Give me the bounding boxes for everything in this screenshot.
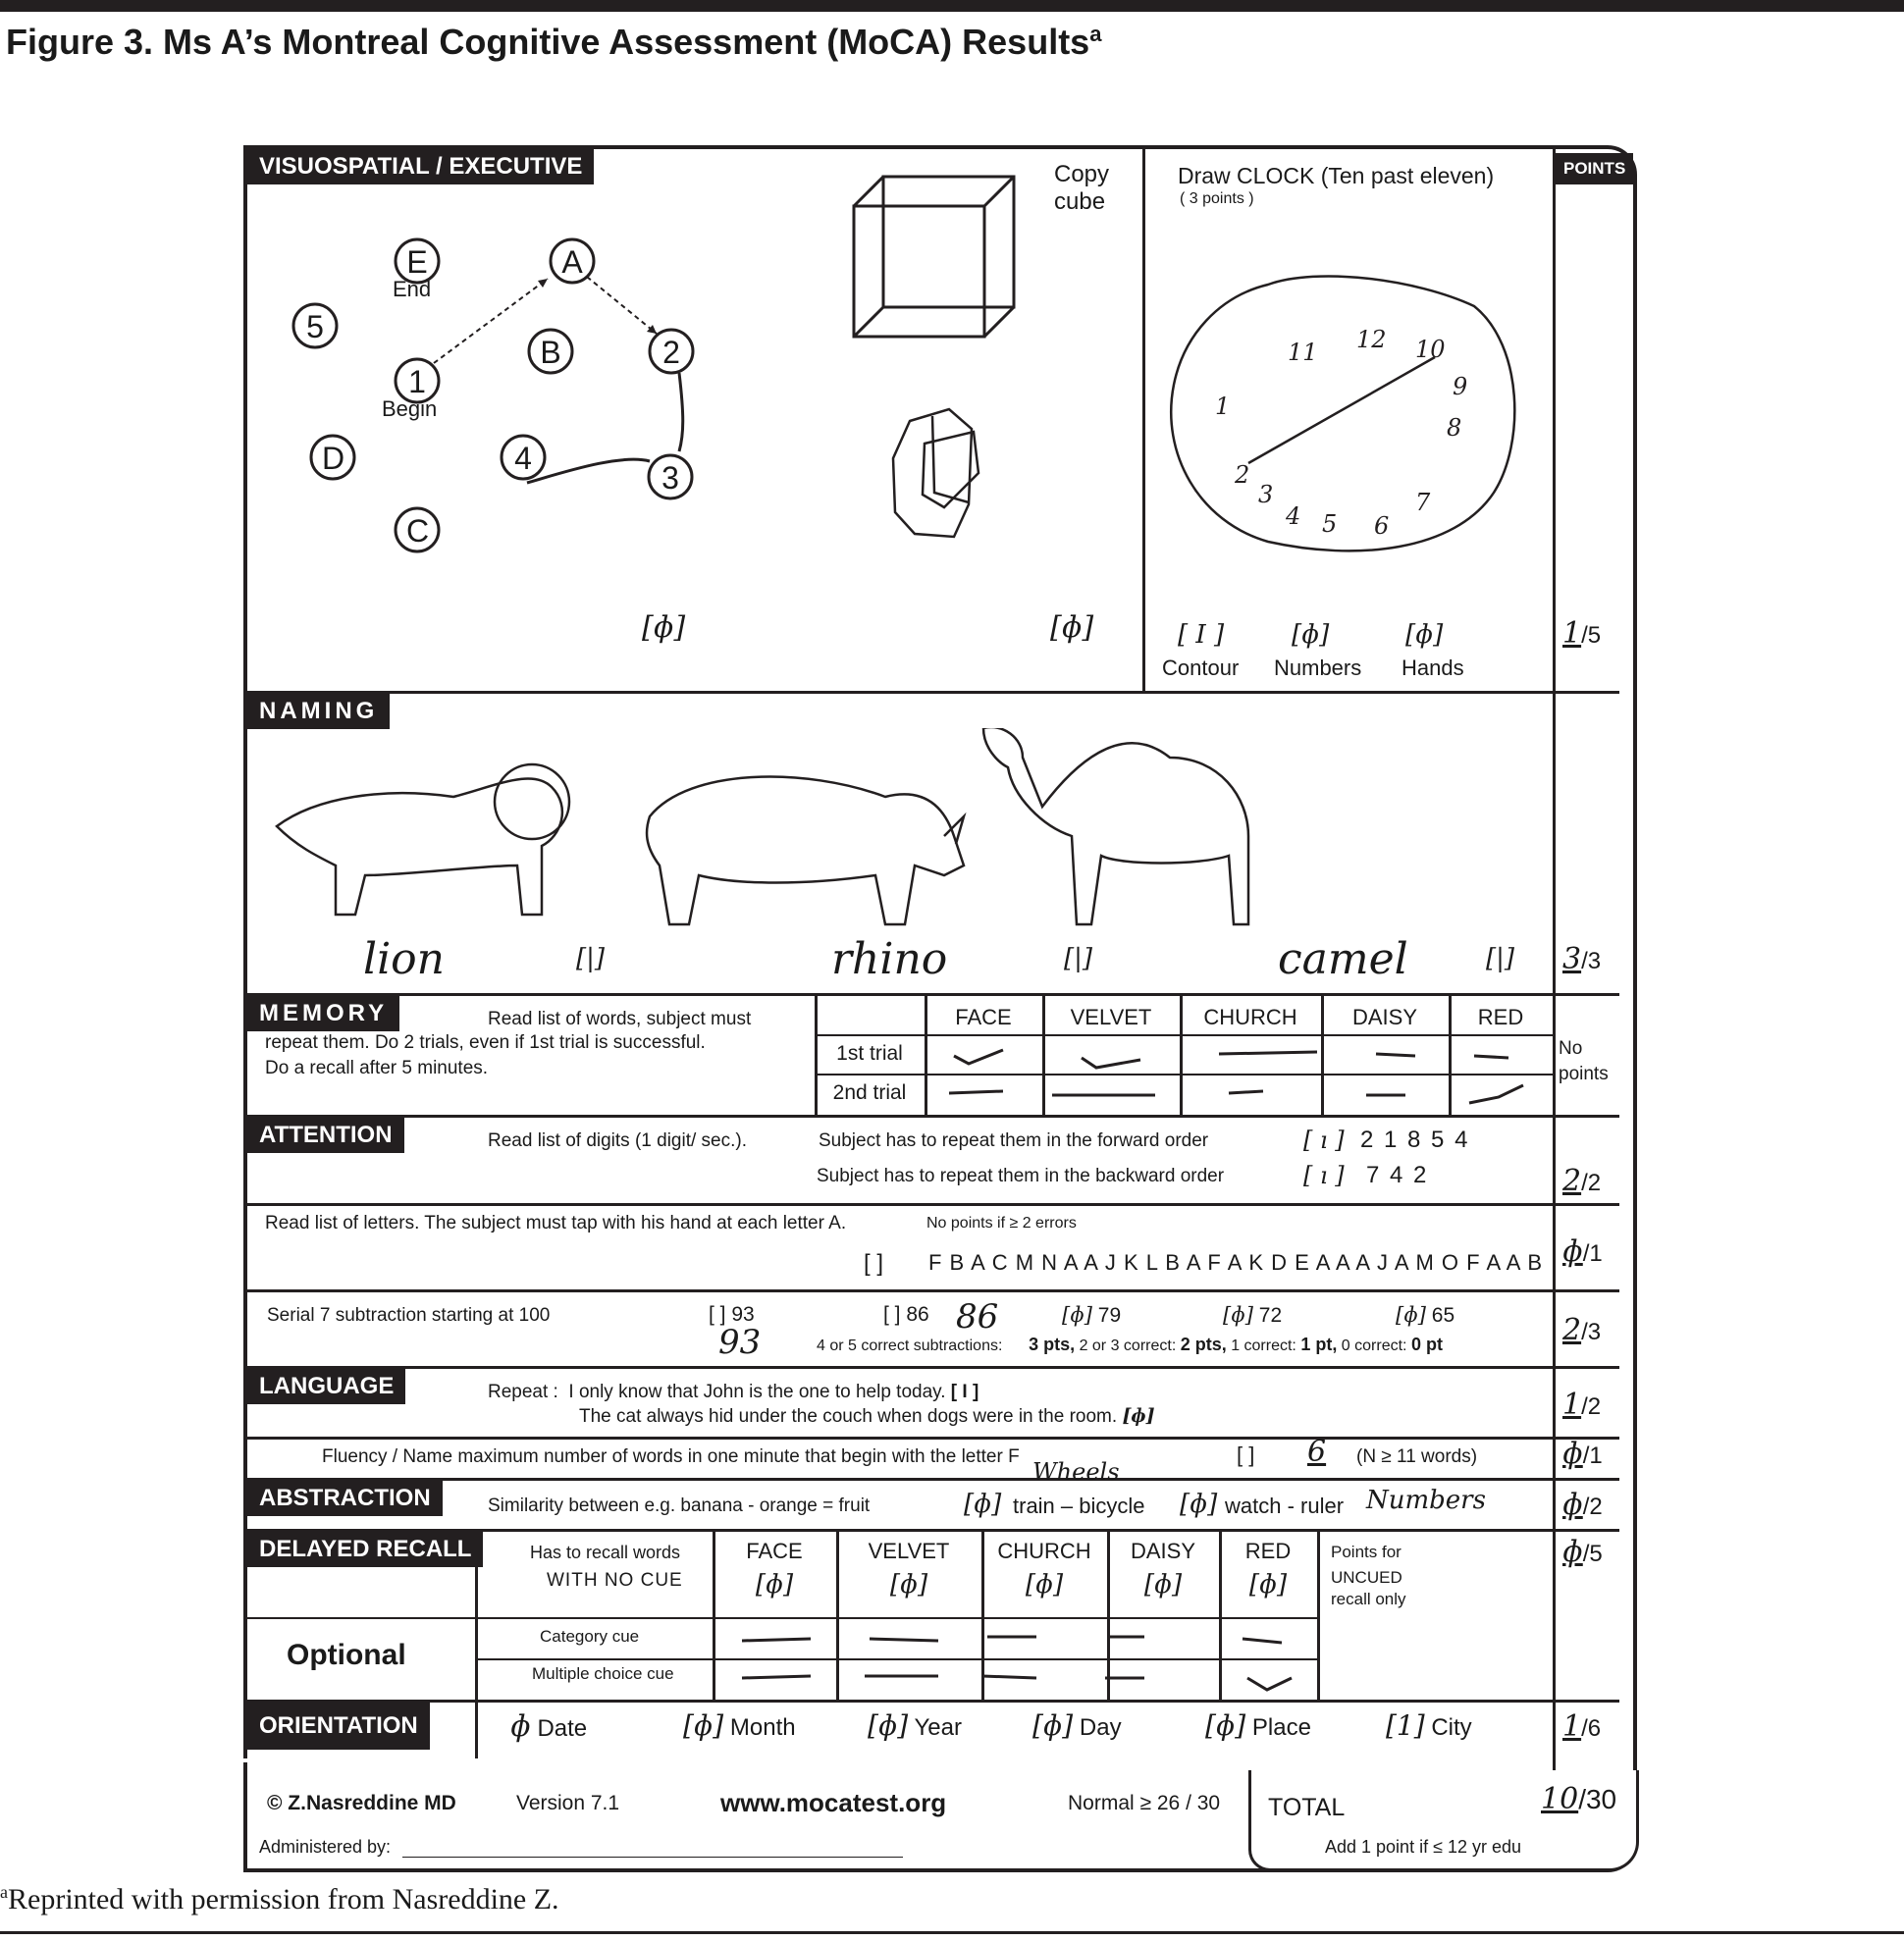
orientation-header: ORIENTATION	[247, 1703, 430, 1750]
cube-model	[854, 177, 1014, 337]
orientation-month-mark: [ɸ]	[683, 1709, 724, 1742]
backward-digits: 7 4 2	[1366, 1162, 1429, 1188]
letters-score	[1562, 1234, 1603, 1269]
letters-mark: [ ]	[864, 1250, 884, 1277]
fluency-score	[1562, 1437, 1603, 1471]
figure-title-sup: a	[1089, 22, 1102, 46]
serial-rule-h: 0 pt	[1410, 1335, 1443, 1354]
clock-digit-1: 1	[1215, 393, 1231, 420]
serial-item-79	[1062, 1303, 1121, 1328]
repeat-score	[1562, 1388, 1601, 1422]
orientation-divider	[475, 1700, 478, 1758]
naming-header: NAMING	[247, 694, 390, 729]
letters-instruction: Read list of letters. The subject must tap with his hand at each letter A.	[265, 1213, 847, 1233]
administered-by-line	[402, 1857, 903, 1858]
serial-score-value: 2	[1562, 1313, 1582, 1347]
recall-instruction-a: Has to recall words	[530, 1543, 681, 1562]
orientation-year-label: Year	[914, 1714, 962, 1741]
website-link[interactable]: www.mocatest.org	[720, 1788, 947, 1817]
orientation-city	[1386, 1709, 1472, 1742]
hands-mark: [ɸ]	[1405, 620, 1444, 650]
abstraction-score-value: ɸ	[1562, 1488, 1583, 1522]
backward-mark: [ ı ]	[1303, 1162, 1345, 1189]
forward-mark: [ ı ]	[1303, 1127, 1345, 1154]
abstraction-score-max: /2	[1582, 1494, 1603, 1520]
memory-header: MEMORY	[247, 996, 399, 1031]
divider-naming	[247, 691, 1619, 694]
clock-digit-12: 12	[1356, 326, 1387, 353]
repeat-sentence-2: The cat always hid under the couch when dogs were in the room.	[579, 1406, 1118, 1427]
serial-rule-d: 2 pts,	[1180, 1335, 1227, 1354]
serial-mark-65: [ɸ]	[1396, 1303, 1426, 1327]
total-score	[1541, 1782, 1616, 1816]
recall-instruction-b: WITH NO CUE	[547, 1570, 683, 1591]
fluency-score-value: ɸ	[1562, 1437, 1583, 1471]
orientation-city-mark: [1]	[1386, 1709, 1425, 1742]
footnote-sup: a	[0, 1882, 8, 1902]
delayed-recall-header: DELAYED RECALL	[247, 1532, 483, 1567]
normal-range: Normal ≥ 26 / 30	[1068, 1792, 1221, 1814]
naming-animals	[257, 728, 1533, 944]
recall-points-note-1: Points for	[1331, 1543, 1402, 1561]
naming-score-max: /3	[1581, 948, 1602, 974]
naming-answer-rhino: rhino	[831, 934, 948, 984]
footer-gap	[243, 1758, 1244, 1762]
trail-dashed-a-2	[587, 277, 657, 334]
orientation-day-mark: [ɸ]	[1032, 1709, 1074, 1742]
naming-answer-camel: camel	[1278, 934, 1408, 984]
recall-mark-face: [ɸ]	[755, 1570, 794, 1600]
orientation-day-label: Day	[1079, 1714, 1122, 1741]
naming-mark-lion: [|]	[576, 944, 606, 973]
recall-mark-velvet: [ɸ]	[889, 1570, 928, 1600]
serial-rule-g: 0 correct:	[1341, 1338, 1407, 1354]
recall-category-cue: Category cue	[540, 1627, 640, 1646]
clock-digit-3: 3	[1258, 481, 1274, 508]
recall-points-note-2: UNCUED	[1331, 1568, 1402, 1587]
camel-drawing	[983, 728, 1248, 924]
top-rule	[0, 0, 1904, 12]
naming-score-value: 3	[1562, 942, 1582, 976]
memory-no-points-2: points	[1559, 1064, 1609, 1084]
abstraction-item2: watch - ruler	[1225, 1494, 1345, 1518]
divider-attention	[247, 1115, 1619, 1118]
recall-col-5	[1317, 1529, 1320, 1700]
language-repeat-2	[579, 1405, 1155, 1428]
copy-cube-line2: cube	[1054, 188, 1106, 215]
visuospatial-score-max: /5	[1581, 622, 1602, 649]
forward-digits: 2 1 8 5 4	[1360, 1127, 1470, 1153]
cube-patient-drawing	[893, 409, 978, 537]
fluency-count: 6	[1307, 1435, 1327, 1469]
numbers-mark: [ɸ]	[1292, 620, 1330, 650]
recall-mark-church: [ɸ]	[1025, 1570, 1064, 1600]
serial-value-72: 72	[1258, 1304, 1283, 1327]
naming-score	[1562, 942, 1601, 976]
serial-instruction: Serial 7 subtraction starting at 100	[267, 1305, 551, 1326]
divider-orientation	[247, 1700, 1619, 1703]
naming-mark-camel: [|]	[1486, 944, 1515, 973]
serial-rule-a: 4 or 5 correct subtractions:	[817, 1338, 1003, 1354]
serial-item-86	[883, 1303, 929, 1327]
abstraction-item1-mark: [ɸ]	[964, 1490, 1002, 1519]
serial-value-93: 93	[731, 1303, 755, 1326]
repeat-sentence-1: I only know that John is the one to help today.	[568, 1382, 946, 1402]
recall-multiple-choice-cue: Multiple choice cue	[532, 1664, 674, 1683]
divider-memory	[247, 993, 1619, 996]
serial-value-86: 86	[906, 1303, 929, 1326]
clock-digit-6: 6	[1374, 512, 1390, 540]
abstraction-instruction: Similarity between e.g. banana - orange = fruit	[488, 1495, 871, 1516]
memory-instruction-1: Read list of words, subject must	[488, 1009, 752, 1029]
orientation-place-label: Place	[1251, 1714, 1311, 1741]
orientation-date-label: Date	[537, 1715, 588, 1742]
clock-digit-5: 5	[1322, 510, 1338, 538]
recall-word-face: FACE	[746, 1539, 803, 1563]
node-label-d: D	[322, 441, 345, 476]
figure-footnote	[0, 1882, 559, 1916]
serial-mark-79: [ɸ]	[1062, 1303, 1092, 1327]
fluency-instruction: Fluency / Name maximum number of words in one minute that begin with the letter F	[322, 1446, 1020, 1467]
serial-rule-c: 2 or 3 correct:	[1079, 1338, 1177, 1354]
recall-points-note-3: recall only	[1331, 1590, 1406, 1608]
fluency-mark: [ ]	[1237, 1443, 1255, 1467]
letters-sequence: F B A C M N A A J K L B A F A K D E A A A J A M O F A A B	[928, 1250, 1544, 1275]
repeat-score-max: /2	[1581, 1393, 1602, 1420]
node-label-2: 2	[662, 335, 680, 370]
memory-word-daisy: DAISY	[1351, 1005, 1418, 1029]
recall-score-max: /5	[1582, 1541, 1603, 1567]
points-header: POINTS	[1556, 153, 1633, 184]
divider-abstraction	[247, 1478, 1619, 1481]
letters-rule: No points if ≥ 2 errors	[926, 1215, 1077, 1232]
orientation-date	[510, 1709, 587, 1744]
serial-rule-b: 3 pts,	[1029, 1335, 1076, 1354]
recall-col-left	[475, 1529, 478, 1700]
clock-title: Draw CLOCK (Ten past eleven)	[1178, 163, 1495, 188]
serial-written-93: 93	[718, 1323, 762, 1362]
orientation-day	[1032, 1709, 1122, 1742]
memory-trial-1: 1st trial	[836, 1042, 903, 1065]
attention-header: ATTENTION	[247, 1118, 404, 1153]
recall-mark-daisy: [ɸ]	[1143, 1570, 1183, 1600]
abstraction-header: ABSTRACTION	[247, 1481, 443, 1516]
clock-digit-4: 4	[1286, 502, 1301, 530]
recall-score-value: ɸ	[1562, 1535, 1583, 1569]
orientation-score	[1562, 1709, 1601, 1744]
memory-word-velvet: VELVET	[1070, 1005, 1152, 1029]
trail-score-mark: [ɸ]	[642, 610, 686, 645]
memory-trial-marks	[925, 1036, 1553, 1115]
recall-cue-marks	[713, 1619, 1317, 1698]
divider-fluency	[247, 1437, 1619, 1440]
visuospatial-score-value: 1	[1562, 616, 1582, 651]
visuospatial-header: VISUOSPATIAL / EXECUTIVE	[247, 149, 594, 184]
version: Version 7.1	[516, 1792, 620, 1814]
footnote-text: Reprinted with permission from Nasreddine Z.	[8, 1883, 559, 1915]
divider-language	[247, 1366, 1619, 1369]
repeat-label: Repeat :	[488, 1382, 558, 1402]
hands-label: Hands	[1402, 656, 1464, 680]
serial-mark-86: [ ]	[883, 1303, 901, 1326]
figure-title-text: Figure 3. Ms A’s Montreal Cognitive Assessment (MoCA) Results	[6, 22, 1090, 62]
language-repeat	[488, 1382, 978, 1403]
digits-score-max: /2	[1581, 1170, 1602, 1196]
node-label-c: C	[406, 513, 430, 549]
node-label-3: 3	[661, 460, 679, 496]
total-label: TOTAL	[1268, 1794, 1346, 1821]
clock-digit-2: 2	[1235, 461, 1250, 489]
orientation-date-mark: ɸ	[510, 1709, 531, 1744]
serial-value-65: 65	[1431, 1304, 1455, 1327]
orientation-place-mark: [ɸ]	[1205, 1709, 1246, 1742]
clock-points-note: ( 3 points )	[1180, 190, 1254, 207]
language-header: LANGUAGE	[247, 1369, 405, 1404]
memory-word-church: CHURCH	[1203, 1005, 1297, 1029]
figure-title	[6, 22, 1101, 63]
serial-rule-f: 1 pt,	[1300, 1335, 1338, 1354]
trail-hand-2-3	[679, 373, 683, 451]
copy-cube-line1: Copy	[1054, 161, 1110, 187]
recall-word-velvet: VELVET	[868, 1539, 950, 1563]
lion-drawing	[277, 764, 569, 915]
memory-no-points-1: No	[1559, 1038, 1583, 1059]
serial-rule-e: 1 correct:	[1231, 1338, 1296, 1354]
repeat-sentence-1-mark: [ I ]	[950, 1382, 979, 1402]
contour-label: Contour	[1162, 656, 1240, 680]
clock-digit-8: 8	[1447, 414, 1462, 442]
serial-mark-93: [ ]	[709, 1303, 726, 1326]
repeat-score-value: 1	[1562, 1388, 1582, 1422]
abstraction-item2-mark: [ɸ]	[1180, 1490, 1218, 1519]
serial-value-79: 79	[1097, 1304, 1122, 1327]
letters-score-value: ɸ	[1562, 1234, 1583, 1269]
repeat-sentence-2-mark: [ɸ]	[1122, 1405, 1155, 1427]
abstraction-item1: train – bicycle	[1013, 1494, 1145, 1518]
trail-begin-label: Begin	[382, 396, 438, 421]
fluency-rule: (N ≥ 11 words)	[1356, 1446, 1478, 1467]
digits-score-value: 2	[1562, 1164, 1582, 1198]
divider-letters	[247, 1203, 1619, 1206]
serial-item-65	[1396, 1303, 1454, 1328]
memory-trial-2: 2nd trial	[832, 1081, 907, 1104]
recall-word-church: CHURCH	[997, 1539, 1091, 1563]
memory-instruction-3: Do a recall after 5 minutes.	[265, 1058, 489, 1078]
letters-score-max: /1	[1582, 1240, 1603, 1267]
naming-answer-lion: lion	[363, 934, 445, 984]
clock-digit-10: 10	[1415, 336, 1446, 363]
abstraction-item1-answer: Wheels	[1032, 1458, 1120, 1486]
recall-mark-red: [ɸ]	[1248, 1570, 1288, 1600]
total-score-max: /30	[1578, 1784, 1617, 1814]
clock-hand	[1248, 357, 1435, 463]
clock-divider	[1142, 149, 1145, 691]
digits-instruction: Read list of digits (1 digit/ sec.).	[488, 1130, 747, 1151]
recall-word-daisy: DAISY	[1130, 1539, 1196, 1563]
visuospatial-score	[1562, 616, 1601, 651]
fluency-score-max: /1	[1582, 1443, 1603, 1469]
orientation-month	[683, 1709, 796, 1742]
rhino-drawing	[647, 777, 964, 924]
orientation-year-mark: [ɸ]	[868, 1709, 909, 1742]
node-label-4: 4	[514, 441, 532, 476]
divider-serial7	[247, 1289, 1619, 1292]
copyright: © Z.Nasreddine MD	[267, 1792, 456, 1814]
serial-score-max: /3	[1581, 1319, 1602, 1345]
abstraction-score	[1562, 1488, 1603, 1522]
orientation-month-label: Month	[729, 1714, 796, 1741]
bottom-rule	[0, 1931, 1904, 1934]
recall-score	[1562, 1535, 1603, 1569]
serial-score	[1562, 1313, 1601, 1347]
clock-digit-9: 9	[1453, 373, 1468, 400]
memory-instruction-2: repeat them. Do 2 trials, even if 1st trial is successful.	[265, 1032, 706, 1053]
moca-form	[243, 145, 1637, 1872]
orientation-score-value: 1	[1562, 1709, 1582, 1744]
numbers-label: Numbers	[1274, 656, 1362, 680]
memory-word-face: FACE	[955, 1005, 1012, 1029]
orientation-city-label: City	[1431, 1714, 1472, 1741]
digits-score	[1562, 1164, 1601, 1198]
serial-written-86: 86	[956, 1297, 999, 1337]
edu-note: Add 1 point if ≤ 12 yr edu	[1325, 1837, 1522, 1857]
clock-patient-drawing	[1160, 267, 1533, 581]
points-column-divider	[1553, 149, 1556, 1868]
recall-optional: Optional	[287, 1639, 406, 1671]
orientation-place	[1205, 1709, 1311, 1742]
abstraction-item2-answer: Numbers	[1366, 1486, 1486, 1515]
contour-mark: [ I ]	[1178, 620, 1225, 650]
total-score-value: 10	[1541, 1782, 1579, 1816]
clock-digit-11: 11	[1288, 339, 1318, 366]
cube-score-mark: [ɸ]	[1050, 610, 1094, 645]
node-label-b: B	[540, 335, 561, 370]
trail-end-label: End	[393, 277, 432, 301]
node-label-5: 5	[306, 309, 324, 344]
backward-instruction: Subject has to repeat them in the backward order	[817, 1166, 1225, 1186]
serial-rule	[817, 1335, 1443, 1355]
orientation-year	[868, 1709, 962, 1742]
orientation-score-max: /6	[1581, 1715, 1602, 1742]
recall-word-red: RED	[1244, 1539, 1292, 1563]
serial-item-72	[1223, 1303, 1282, 1328]
node-label-a: A	[561, 244, 583, 280]
node-label-1: 1	[408, 364, 426, 399]
memory-word-red: RED	[1477, 1005, 1524, 1029]
administered-by: Administered by:	[259, 1837, 392, 1857]
forward-instruction: Subject has to repeat them in the forward order	[819, 1130, 1209, 1151]
trail-dashed-1-a	[434, 279, 548, 363]
node-label-e: E	[406, 244, 428, 280]
serial-mark-72: [ɸ]	[1223, 1303, 1253, 1327]
naming-mark-rhino: [|]	[1064, 944, 1093, 973]
clock-digit-7: 7	[1415, 489, 1431, 516]
